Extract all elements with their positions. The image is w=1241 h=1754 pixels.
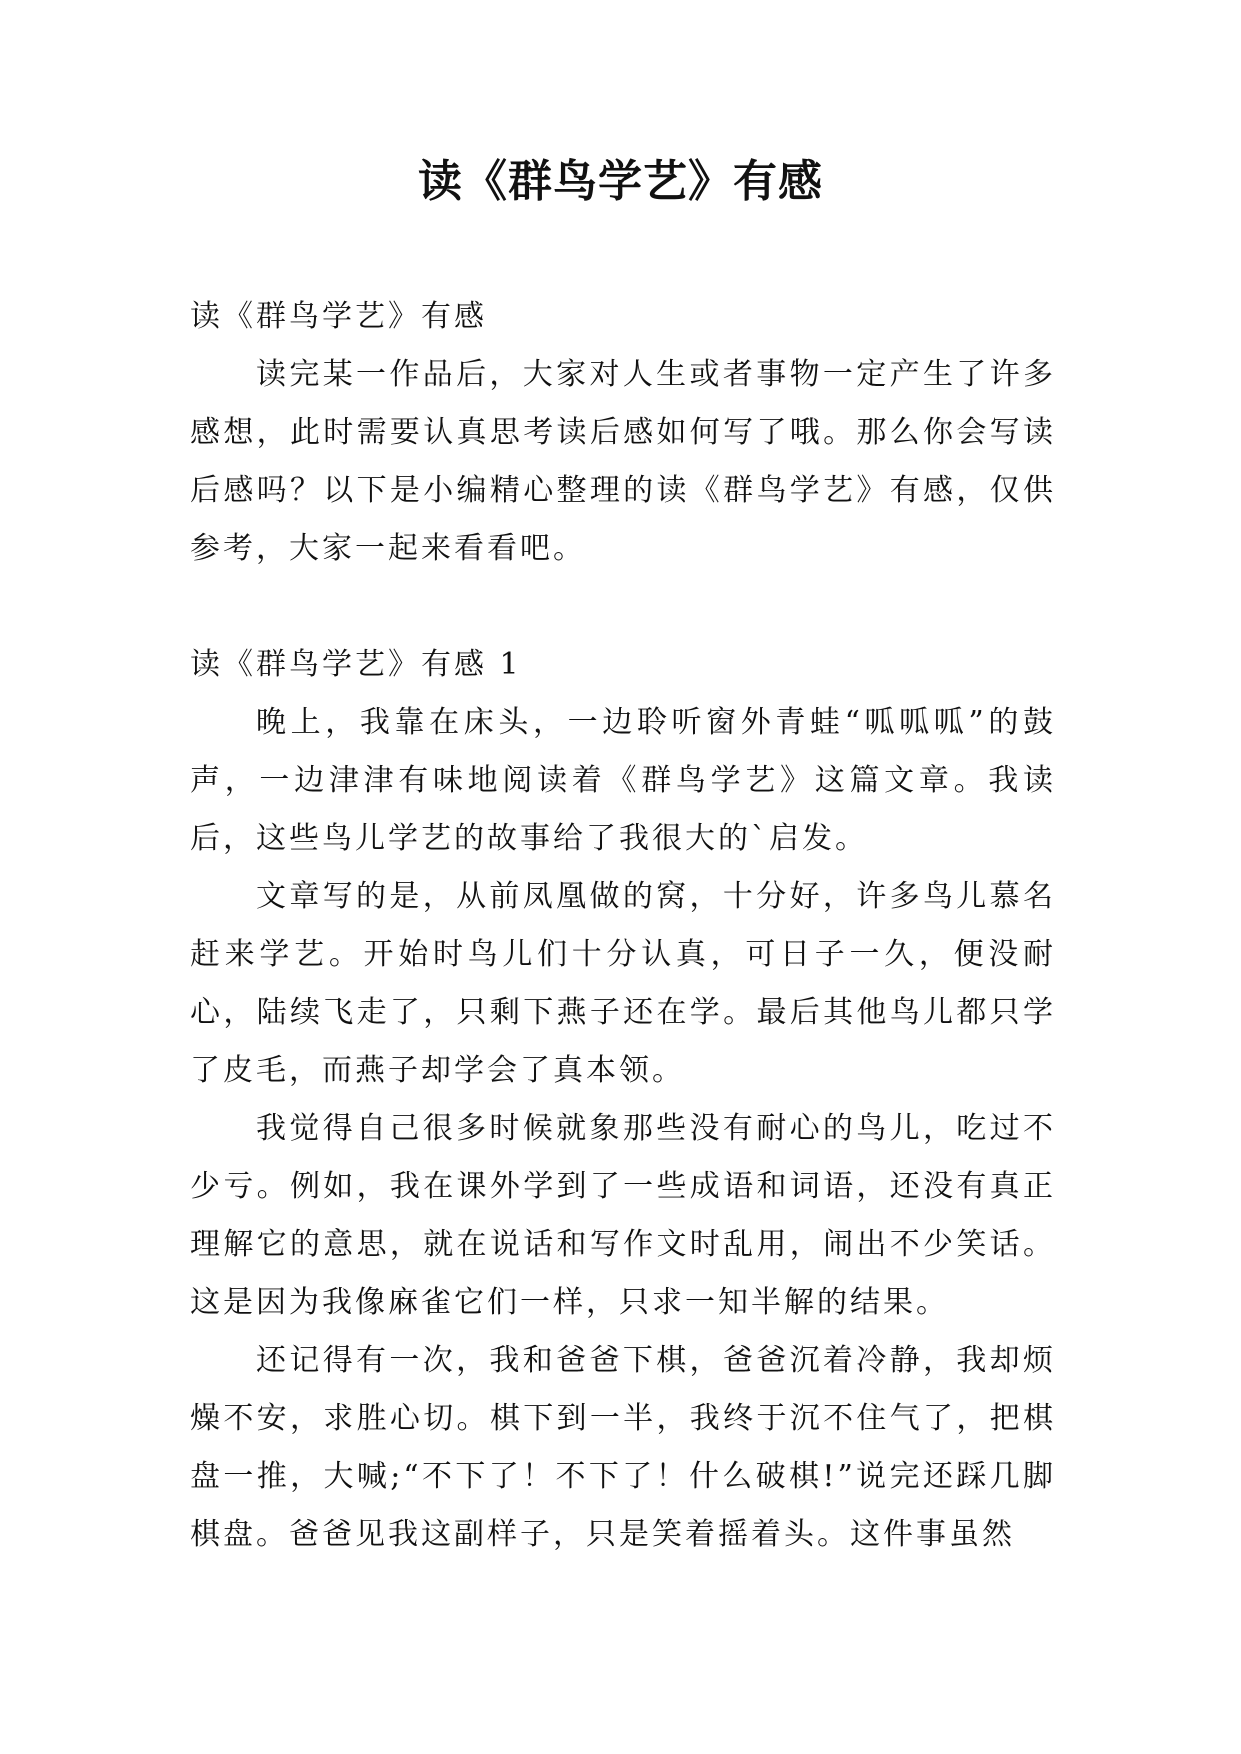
- body-paragraph: 我觉得自己很多时候就象那些没有耐心的鸟儿，吃过不少亏。例如，我在课外学到了一些成语和词语，还没有真正理解它的意思，就在说话和写作文时乱用，闹出不少笑话。这是因为我像麻雀它们一样，只求一知半解的结果。: [190, 1111, 1056, 1320]
- section-spacer: [190, 578, 1056, 636]
- document-title: 读《群鸟学艺》有感: [418, 156, 823, 207]
- body-paragraph: 还记得有一次，我和爸爸下棋，爸爸沉着冷静，我却烦燥不安，求胜心切。棋下到一半，我终于沉不住气了，把棋盘一推，大喊;“不下了！不下了！什么破棋!”说完还踩几脚棋盘。爸爸见我这副样子，只是笑着摇着头。这件事虽然: [190, 1343, 1056, 1552]
- body-paragraph: 晚上，我靠在床头，一边聆听窗外青蛙“呱呱呱”的鼓声，一边津津有味地阅读着《群鸟学艺》这篇文章。我读后，这些鸟儿学艺的故事给了我很大的`启发。: [190, 705, 1056, 856]
- document-body: [190, 288, 1056, 1564]
- intro-paragraph: 读完某一作品后，大家对人生或者事物一定产生了许多感想，此时需要认真思考读后感如何写了哦。那么你会写读后感吗？以下是小编精心整理的读《群鸟学艺》有感，仅供参考，大家一起来看看吧。: [190, 357, 1056, 566]
- body-paragraph: 文章写的是，从前凤凰做的窝，十分好，许多鸟儿慕名赶来学艺。开始时鸟儿们十分认真，可日子一久，便没耐心，陆续飞走了，只剩下燕子还在学。最后其他鸟儿都只学了皮毛，而燕子却学会了真本领。: [190, 879, 1056, 1088]
- document-subtitle: 读《群鸟学艺》有感: [190, 299, 487, 334]
- section-heading: 读《群鸟学艺》有感 1: [190, 647, 522, 682]
